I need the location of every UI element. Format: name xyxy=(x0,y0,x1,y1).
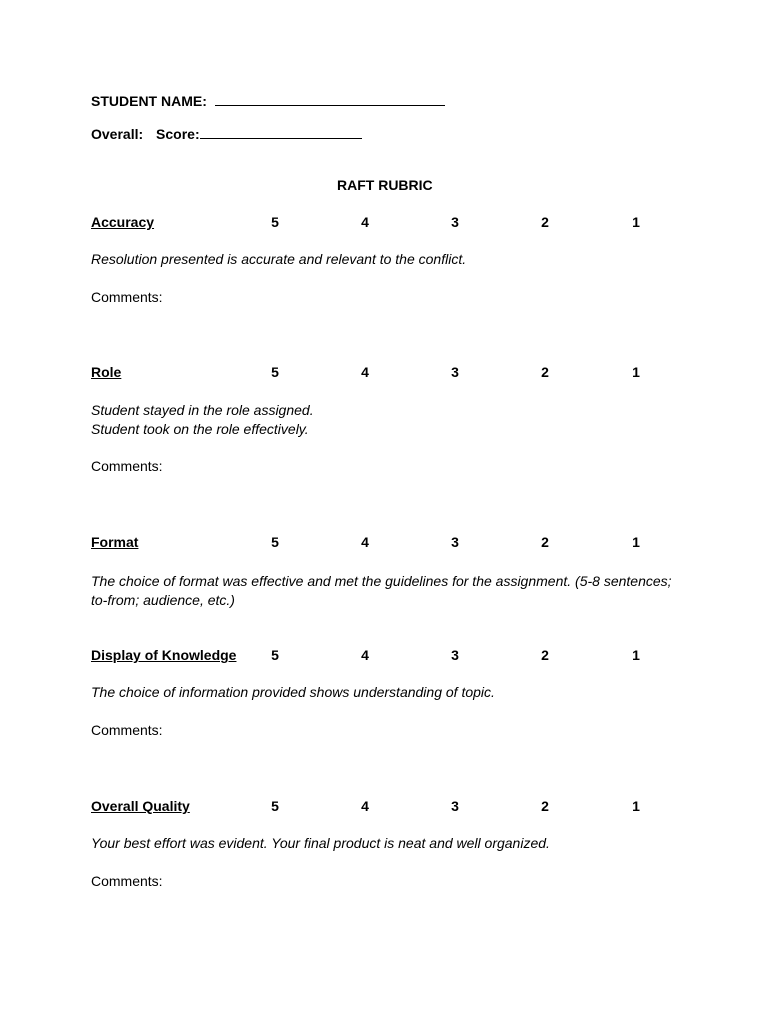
comments-label: Comments: xyxy=(91,289,163,305)
criterion-overall-quality-name: Overall Quality xyxy=(91,798,190,814)
comments-label: Comments: xyxy=(91,458,163,474)
score-1: 1 xyxy=(632,798,640,814)
score-label: Score: xyxy=(156,126,200,142)
criterion-role-description-line-2: Student took on the role effectively. xyxy=(91,421,309,437)
score-1: 1 xyxy=(632,534,640,550)
criterion-display-of-knowledge-name: Display of Knowledge xyxy=(91,647,237,663)
criterion-display-of-knowledge-description: The choice of information provided shows understanding of topic. xyxy=(91,684,495,700)
criterion-overall-quality-description: Your best effort was evident. Your final product is neat and well organized. xyxy=(91,835,550,851)
score-3: 3 xyxy=(451,534,459,550)
criterion-accuracy-name: Accuracy xyxy=(91,214,155,230)
student-name-row xyxy=(91,92,445,110)
score-5: 5 xyxy=(271,534,279,550)
criterion-role-name: Role xyxy=(91,364,122,380)
score-1: 1 xyxy=(632,647,640,663)
score-5: 5 xyxy=(271,798,279,814)
score-3: 3 xyxy=(451,214,459,230)
score-3: 3 xyxy=(451,647,459,663)
score-4: 4 xyxy=(361,798,369,814)
student-name-blank[interactable] xyxy=(215,92,445,106)
score-1: 1 xyxy=(632,364,640,380)
criterion-format-description: The choice of format was effective and met the guidelines for the assignment. (5-8 sentences; to-from; audience, etc.) xyxy=(91,573,672,608)
score-4: 4 xyxy=(361,647,369,663)
comments-label: Comments: xyxy=(91,722,163,738)
score-2: 2 xyxy=(541,534,549,550)
score-2: 2 xyxy=(541,798,549,814)
student-name-label: STUDENT NAME: xyxy=(91,93,207,109)
score-4: 4 xyxy=(361,214,369,230)
score-2: 2 xyxy=(541,364,549,380)
score-blank[interactable] xyxy=(200,125,362,139)
score-2: 2 xyxy=(541,647,549,663)
criterion-format-name: Format xyxy=(91,534,139,550)
score-1: 1 xyxy=(632,214,640,230)
overall-label: Overall: xyxy=(91,126,144,142)
score-3: 3 xyxy=(451,364,459,380)
criterion-role-description-line-1: Student stayed in the role assigned. xyxy=(91,402,314,418)
score-5: 5 xyxy=(271,647,279,663)
score-4: 4 xyxy=(361,364,369,380)
score-5: 5 xyxy=(271,364,279,380)
rubric-title: RAFT RUBRIC xyxy=(337,177,433,193)
comments-label: Comments: xyxy=(91,873,163,889)
score-5: 5 xyxy=(271,214,279,230)
score-2: 2 xyxy=(541,214,549,230)
overall-score-row xyxy=(91,125,362,143)
criterion-accuracy-description: Resolution presented is accurate and relevant to the conflict. xyxy=(91,251,467,267)
score-3: 3 xyxy=(451,798,459,814)
score-4: 4 xyxy=(361,534,369,550)
